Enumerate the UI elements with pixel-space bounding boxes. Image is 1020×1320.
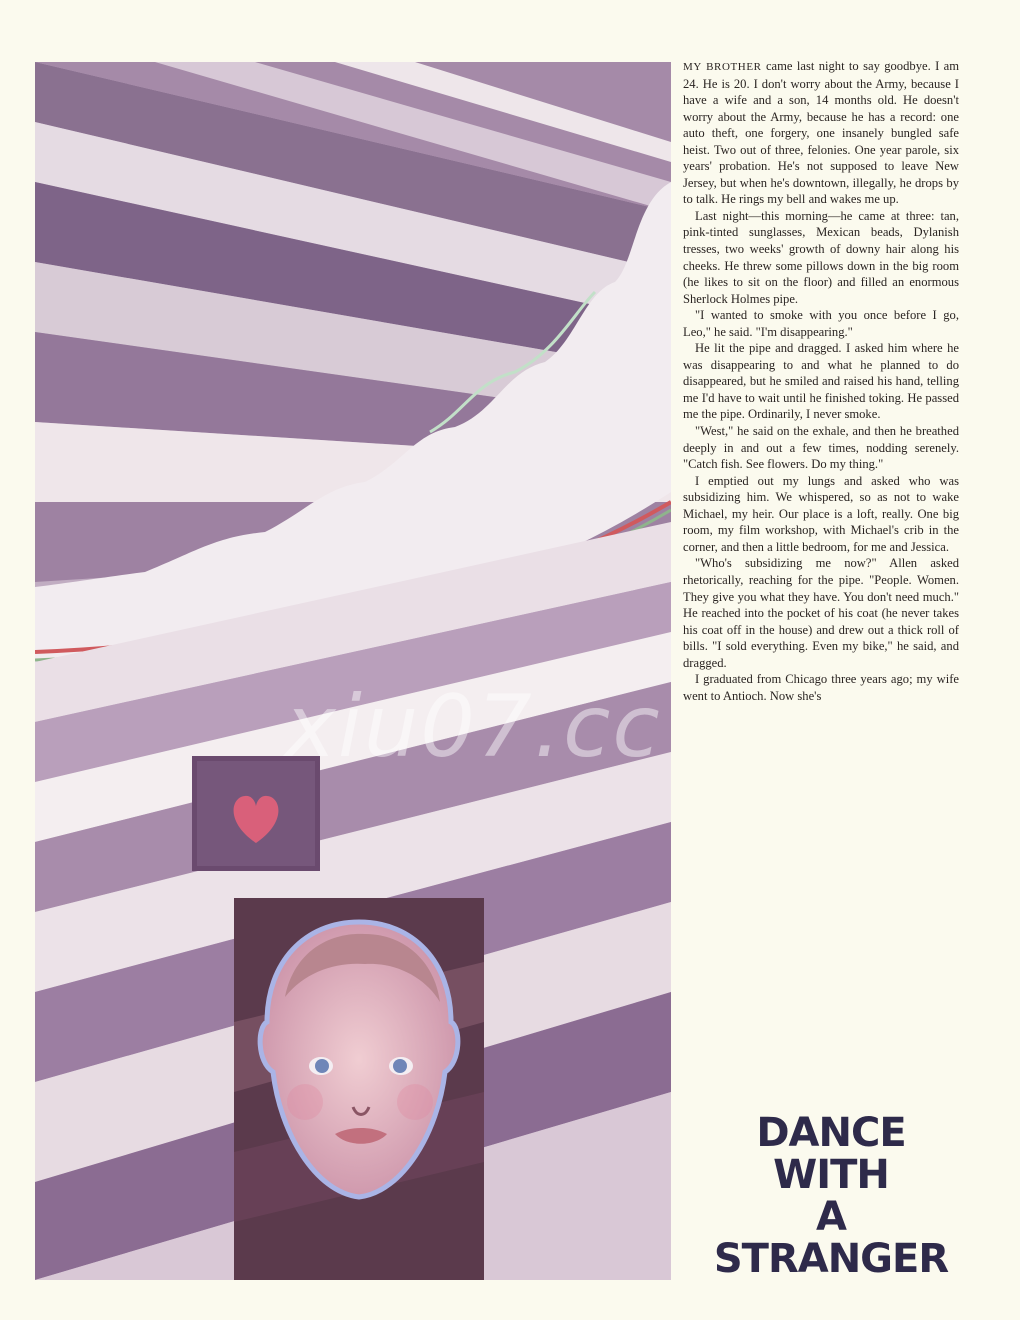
article-paragraph-8: I graduated from Chicago three years ago; my wife went to Antioch. Now she's <box>683 672 959 703</box>
title-line: A <box>816 1194 846 1240</box>
watermark: xiu07.cc <box>285 677 662 777</box>
article-paragraph-6: I emptied out my lungs and asked who was subsidizing him. We whispered, so as not to wake Michael, my heir. Our place is a loft, really. One big room, my film workshop, with Michael's crib in the corner, and then a little bedroom, for me and Jessica. <box>683 473 959 554</box>
article-paragraph-3: "I wanted to smoke with you once before I go, Leo," he said. "I'm disappearing." <box>683 308 959 339</box>
article-paragraph-4: He lit the pipe and dragged. I asked him where he was disappearing to and what he planned to do disappeared, but he smiled and raised his hand, telling me I'd have to wait until he finished toking. He passed me the pipe. Ordinarily, I never smoke. <box>683 341 959 422</box>
article-paragraph-1: MY BROTHER came last night to say goodbye. I am 24. He is 20. I don't worry about the Army, because I have a wife and a son, 14 months old. He doesn't worry about the Army, because he has a record: one auto theft, one forgery, one insanely bungled safe heist. Two out of three, felonies. One year parole, six years' probation. He's not supposed to leave New Jersey, but when he's downtown, illegally, he drops by to talk. He rings my bell and wakes me up. <box>683 59 960 207</box>
title-line: WITH <box>773 1152 889 1198</box>
illustration-artwork <box>35 62 671 1280</box>
article-paragraph-2: Last night—this morning—he came at three: tan, pink-tinted sunglasses, Mexican beads, Dylanish tresses, two weeks' growth of downy hair along his cheeks. He threw some pillows down in the big room (he likes to sit on the floor) and filled an enormous Sherlock Holmes pipe. <box>683 208 959 306</box>
article-body <box>683 58 959 704</box>
title-line: STRANGER <box>713 1236 949 1282</box>
article-paragraph-5: "West," he said on the exhale, and then he breathed deeply in and out a few times, nodding serenely. "Catch fish. See flowers. Do my thing." <box>683 424 959 472</box>
article-paragraph-7: "Who's subsidizing me now?" Allen asked rhetorically, reaching for the pipe. "People. Women. They give you what they have. You don't need much." He reached into the pocket of his coat (he never takes his coat off in the house) and drew out a thick roll of bills. "I sold everything. Even my bike," he said, and dragged. <box>683 556 959 670</box>
heart-panel <box>192 756 320 871</box>
face-panel <box>234 898 484 1280</box>
illustration <box>35 62 671 1280</box>
title-line: DANCE <box>756 1110 906 1156</box>
story-title <box>686 1112 976 1280</box>
lead-in: MY BROTHER <box>683 61 762 73</box>
